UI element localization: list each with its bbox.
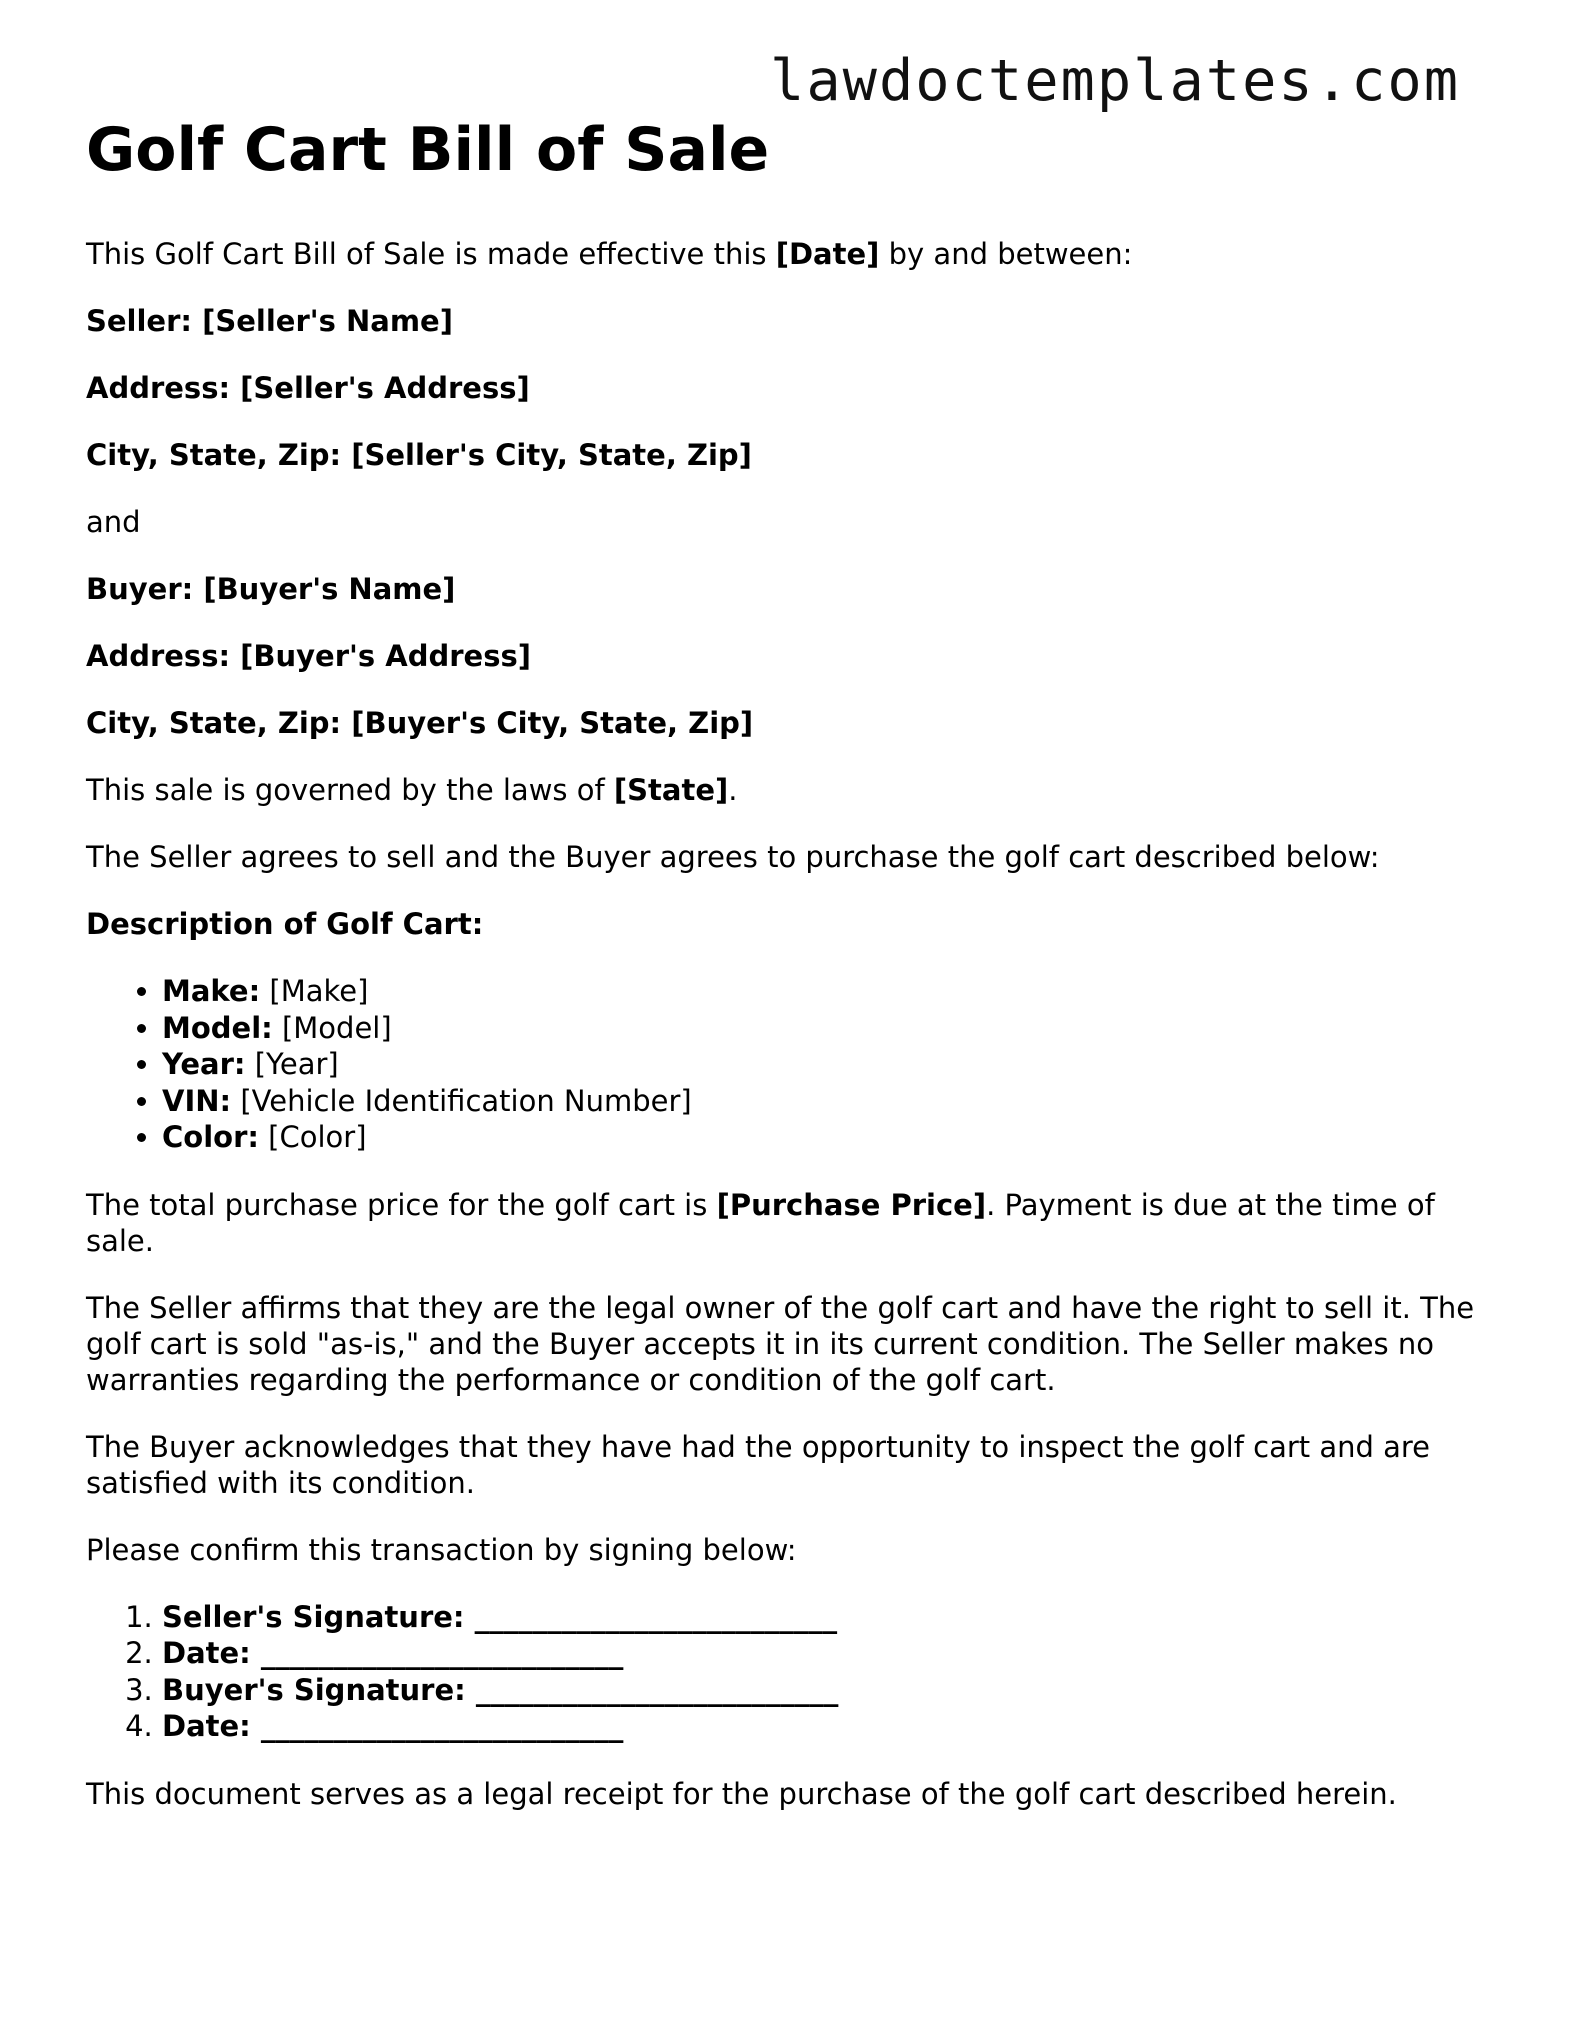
governing-text-start: This sale is governed by the laws of (86, 773, 614, 807)
inspection-paragraph: The Buyer acknowledges that they have had the opportunity to inspect the golf cart and are satisfied with its condition. (86, 1429, 1431, 1500)
year-value: [Year] (245, 1047, 339, 1081)
and-separator: and (86, 505, 141, 539)
seller-signature-line[interactable]: _________________________ (464, 1599, 838, 1634)
buyer-signature-label: Buyer's Signature: (162, 1672, 466, 1707)
model-label: Model: (162, 1010, 273, 1045)
color-label: Color: (162, 1120, 259, 1154)
seller-signature-label: Seller's Signature: (162, 1599, 465, 1634)
list-item (162, 1046, 1496, 1083)
description-list (86, 973, 1496, 1156)
buyer-city-state-zip: City, State, Zip: [Buyer's City, State, Zip] (86, 706, 754, 740)
color-value: [Color] (258, 1120, 367, 1154)
purchase-price-placeholder: [Purchase Price] (716, 1187, 987, 1222)
buyer-date-line[interactable]: _________________________ (250, 1709, 624, 1743)
list-item (162, 1010, 1496, 1047)
list-item (162, 1083, 1496, 1120)
confirm-paragraph: Please confirm this transaction by signing below: (86, 1532, 797, 1567)
intro-text-end: by and between: (879, 237, 1133, 271)
buyer-date-label: Date: (162, 1709, 251, 1743)
governing-law-paragraph (86, 772, 1496, 808)
price-text-start: The total purchase price for the golf cart is (86, 1187, 717, 1222)
agreement-paragraph: The Seller agrees to sell and the Buyer agrees to purchase the golf cart described below: (86, 840, 1380, 874)
list-item (162, 1119, 1496, 1156)
document-body (86, 110, 1496, 1843)
seller-date-label: Date: (162, 1636, 251, 1670)
price-text-end: . Payment is due at the time of sale. (86, 1187, 1435, 1258)
list-item (162, 1708, 1496, 1745)
effective-date-placeholder: [Date] (775, 237, 880, 271)
vin-label: VIN: (162, 1083, 232, 1118)
closing-paragraph: This document serves as a legal receipt for the purchase of the golf cart described herein. (86, 1776, 1397, 1811)
document-title: Golf Cart Bill of Sale (86, 115, 770, 185)
price-paragraph (86, 1187, 1496, 1259)
year-label: Year: (162, 1047, 246, 1081)
buyer-signature-line[interactable]: _________________________ (465, 1672, 839, 1707)
description-heading: Description of Golf Cart: (86, 907, 484, 941)
list-item (162, 1635, 1496, 1672)
signature-list (86, 1599, 1496, 1745)
state-placeholder: [State] (613, 773, 729, 807)
seller-name: Seller: [Seller's Name] (86, 304, 453, 338)
intro-text-start: This Golf Cart Bill of Sale is made effective this (86, 237, 776, 271)
make-label: Make: (162, 974, 261, 1008)
list-item (162, 1599, 1496, 1636)
intro-paragraph (86, 236, 1496, 272)
seller-address: Address: [Seller's Address] (86, 371, 530, 405)
model-value: [Model] (272, 1010, 392, 1045)
watermark-text: lawdoctemplates.com (770, 48, 1461, 114)
governing-text-end: . (728, 773, 738, 807)
list-item (162, 973, 1496, 1010)
affirmation-paragraph: The Seller affirms that they are the legal owner of the golf cart and have the right to sell it. The golf cart is sold "as-is," and the Buyer accepts it in its current condition. The Seller makes no warranties regarding the performance or condition of the golf cart. (86, 1290, 1475, 1397)
seller-city-state-zip: City, State, Zip: [Seller's City, State, Zip] (86, 438, 752, 472)
buyer-name: Buyer: [Buyer's Name] (86, 572, 456, 606)
vin-value: [Vehicle Identification Number] (231, 1083, 692, 1118)
make-value: [Make] (260, 974, 369, 1008)
list-item (162, 1672, 1496, 1709)
buyer-address: Address: [Buyer's Address] (86, 639, 531, 673)
seller-date-line[interactable]: _________________________ (250, 1636, 624, 1670)
